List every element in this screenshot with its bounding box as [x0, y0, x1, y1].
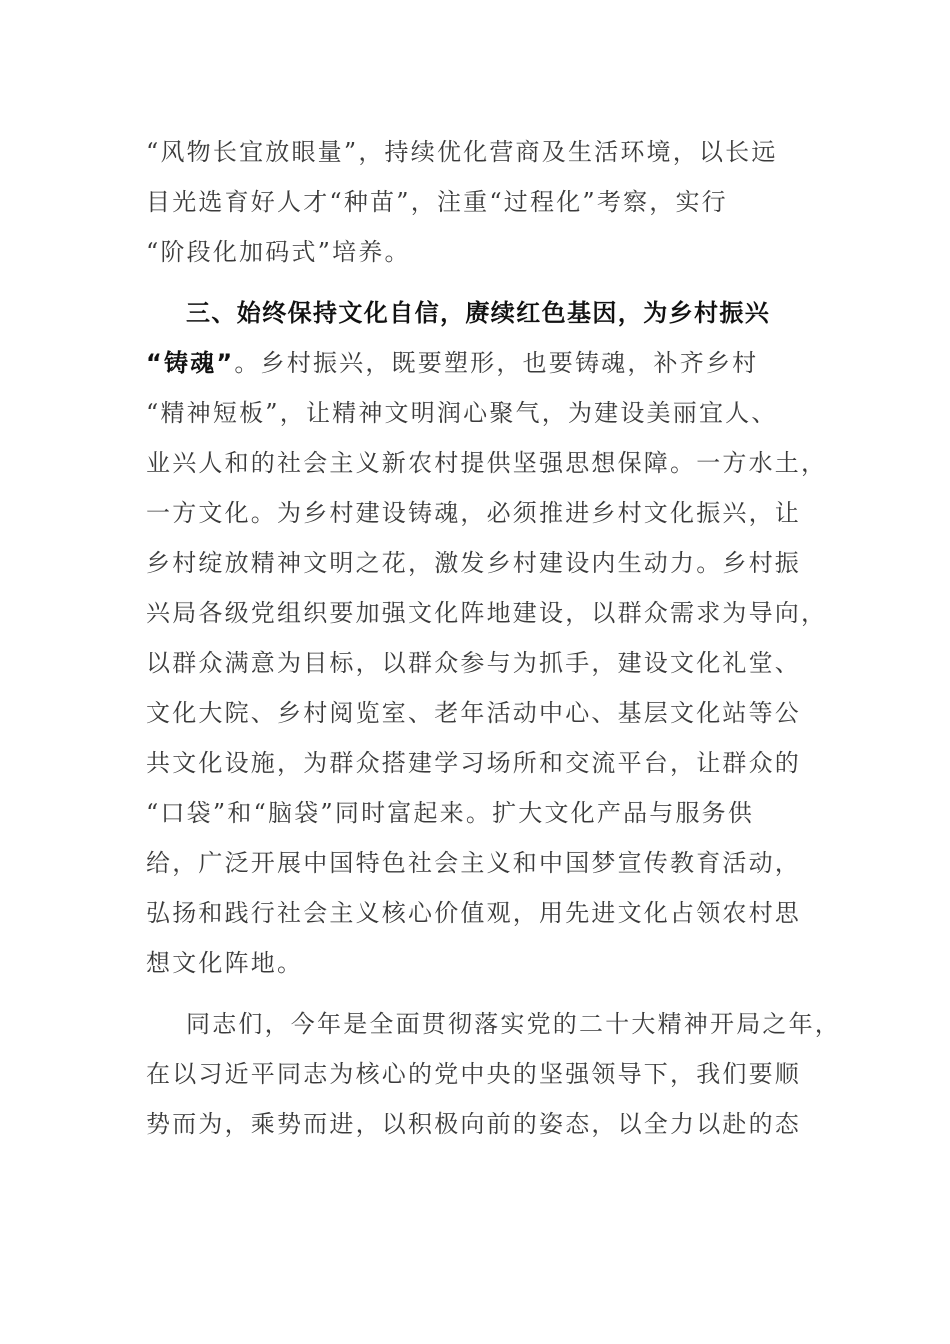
section3-heading-line2: “铸魂”: [146, 349, 235, 377]
closing-line-2: 在以习近平同志为核心的党中央的坚强领导下，我们要顺: [146, 1060, 801, 1088]
section3-body-line: 以群众满意为目标，以群众参与为抓手，建设文化礼堂、: [146, 649, 801, 677]
section3-body-line: 想文化阵地。: [146, 949, 304, 977]
section3-body-line: 乡村绽放精神文明之花，激发乡村建设内生动力。乡村振: [146, 549, 801, 577]
section3-body-line: 兴局各级党组织要加强文化阵地建设，以群众需求为导向，: [146, 599, 828, 627]
section3-body-line: 共文化设施，为群众搭建学习场所和交流平台，让群众的: [146, 749, 801, 777]
section3-heading-continuation: [146, 348, 796, 378]
section3-body-line: 业兴人和的社会主义新农村提供坚强思想保障。一方水土，: [146, 449, 828, 477]
closing-line-1: 同志们，今年是全面贯彻落实党的二十大精神开局之年，: [186, 1010, 841, 1038]
section3-body-line: 弘扬和践行社会主义核心价值观，用先进文化占领农村思: [146, 899, 801, 927]
section3-body-line: “口袋”和“脑袋”同时富起来。扩大文化产品与服务供: [146, 799, 755, 827]
para1-line-3: “阶段化加码式”培养。: [146, 238, 411, 266]
section3-body-line: 一方文化。为乡村建设铸魂，必须推进乡村文化振兴，让: [146, 499, 801, 527]
para1-line-2: 目光选育好人才“种苗”，注重“过程化”考察，实行: [146, 188, 728, 216]
section3-heading: 三、始终保持文化自信，赓续红色基因，为乡村振兴: [186, 299, 771, 327]
para1-line-1: “风物长宜放眼量”，持续优化营商及生活环境，以长远: [146, 138, 778, 166]
section3-line2-text: 。乡村振兴，既要塑形，也要铸魂，补齐乡村: [234, 349, 759, 377]
section3-body-line: “精神短板”，让精神文明润心聚气，为建设美丽宜人、: [146, 399, 778, 427]
section3-body-line: 给，广泛开展中国特色社会主义和中国梦宣传教育活动，: [146, 849, 801, 877]
section3-body-line: 文化大院、乡村阅览室、老年活动中心、基层文化站等公: [146, 699, 801, 727]
closing-line-3: 势而为，乘势而进，以积极向前的姿态，以全力以赴的态: [146, 1110, 801, 1138]
